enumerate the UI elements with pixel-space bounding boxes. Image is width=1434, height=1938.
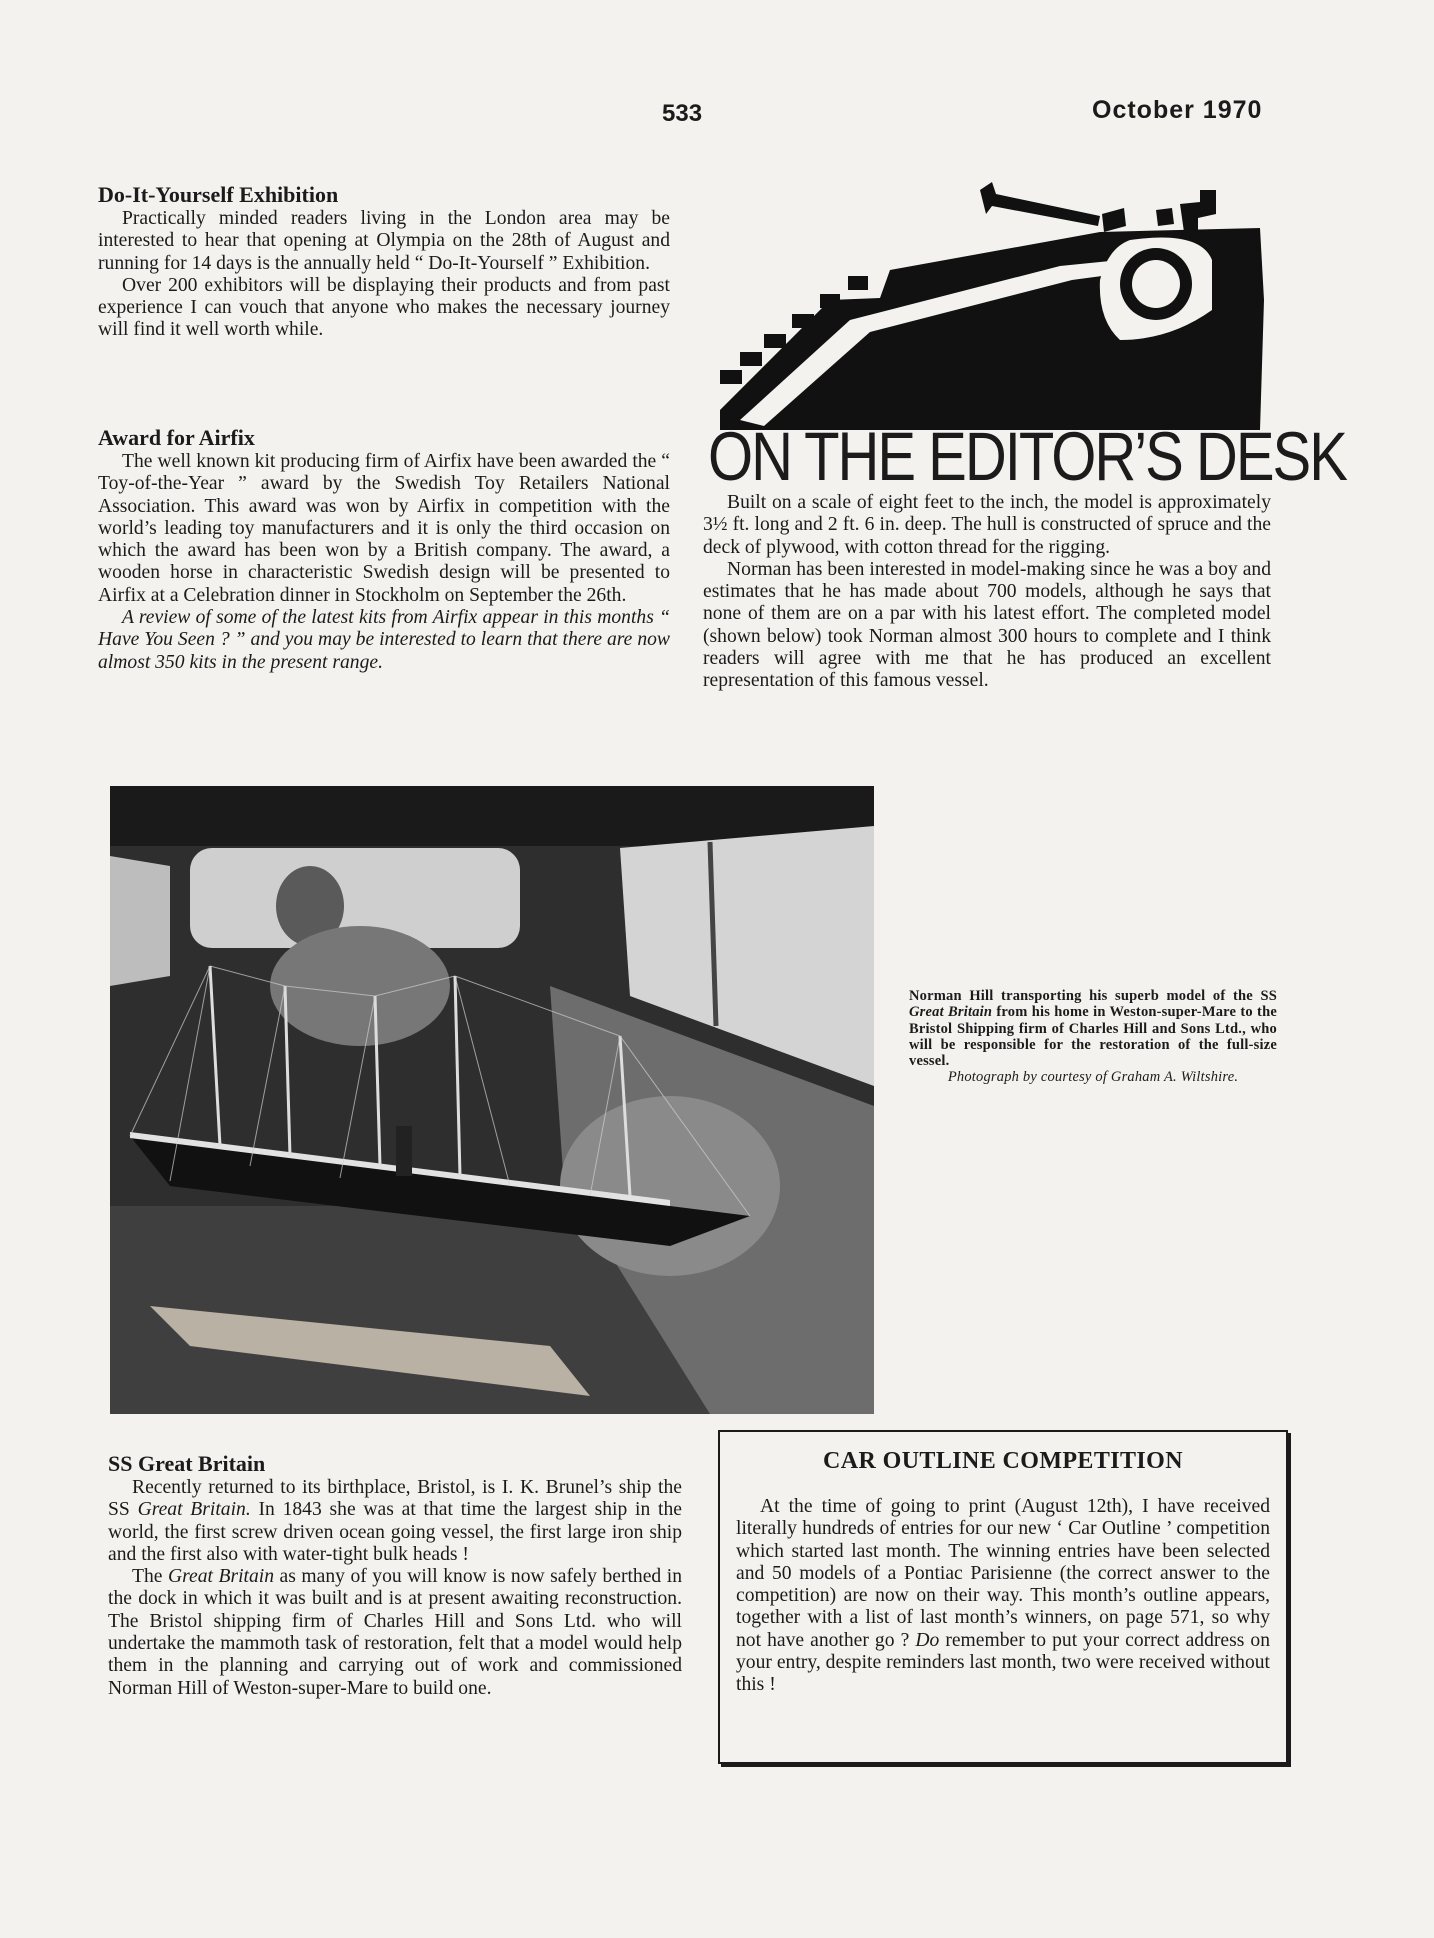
text-part: In 1843 she was at that time the largest ship in the world, the first screw driven ocean going vessel, the first large iron ship and the first also with water-tight bulk heads ! <box>108 1499 682 1565</box>
ship-name: Great Britain <box>168 1566 275 1588</box>
competition-body <box>736 1496 1270 1697</box>
article-paragraph: Built on a scale of eight feet to the inch, the model is approximately 3½ ft. long and 2 ft. 6 in. deep. The hull is constructed of spruce and the deck of plywood, with cotton thread for the rigging. <box>703 492 1271 558</box>
competition-box <box>718 1430 1288 1764</box>
caption-ship-name: Great Britain <box>909 1004 993 1021</box>
article-heading: Do-It-Yourself Exhibition <box>98 182 339 207</box>
page-number: 533 <box>662 100 703 127</box>
article-paragraph: Norman has been interested in model-making since he was a boy and estimates that he has made about 700 models, although he says that none of them are on a par with his latest effort. The completed model (shown below) took Norman almost 300 hours to complete and I think readers will agree with me that he has produced an excellent representation of this famous vessel. <box>703 558 1271 692</box>
text-part: At the time of going to print (August 12th), I have received literally hundreds of entries for our new ‘ Car Outline ’ competition which started last month. The winning entries have been selected and 50 models of a Pontiac Parisienne (the correct answer to the competition) are now on their way. This month’s outline appears, together with a list of last month’s winners, on page 571, so why not have another go ? <box>736 1496 1270 1651</box>
competition-paragraph <box>736 1496 1270 1697</box>
caption-text-part: from his home in Weston-super-Mare to the Bristol Shipping firm of Charles Hill and Sons Ltd., who will be responsible for the restoration of the full-size vessel. <box>909 1004 1277 1070</box>
caption-text-part: Norman Hill transporting his superb model of the SS <box>909 988 1277 1004</box>
text-part: Recently returned to its birthplace, Bristol, is I. K. Brunel’s ship the SS <box>108 1477 682 1521</box>
photo-credit: Photograph by courtesy of Graham A. Wiltshire. <box>947 1069 1239 1086</box>
article-paragraph: Practically minded readers living in the London area may be interested to hear that opening at Olympia on the 28th of August and running for 14 days is the annually held “ Do-It-Yourself ” Exhibition. <box>98 208 670 274</box>
competition-title: CAR OUTLINE COMPETITION <box>823 1448 1183 1474</box>
emphasis: Do <box>915 1629 940 1651</box>
article-model-details <box>703 492 1271 693</box>
article-paragraph: The well known kit producing firm of Airfix have been awarded the “ Toy-of-the-Year ” award by the Swedish Toy Retailers National Association. This award was won by Airfix in competition with the world’s leading toy manufacturers and it is only the third occasion on which the award has been won by a British company. The award, a wooden horse in characteristic Swedish design will be presented to Airfix at a Celebration dinner in Stockholm on September the 26th. <box>98 451 670 606</box>
photo-caption <box>909 988 1277 1086</box>
article-heading: SS Great Britain <box>108 1451 266 1476</box>
ship-name: Great Britain. <box>137 1499 251 1521</box>
article-ss-great-britain <box>108 1451 682 1700</box>
article-diy-exhibition <box>98 182 670 342</box>
text-part: as many of you will know is now safely berthed in the dock in which it was built and is at present awaiting reconstruction. The Bristol shipping firm of Charles Hill and Sons Ltd. who will undertake the mammoth task of restoration, felt that a model would help them in the planning and carrying out of work and commissioned Norman Hill of Weston-super-Mare to build one. <box>108 1566 682 1699</box>
text-part: The <box>132 1566 168 1588</box>
article-paragraph <box>108 1477 682 1566</box>
issue-date: October 1970 <box>1092 96 1263 124</box>
article-paragraph: A review of some of the latest kits from Airfix appear in this months “ Have You Seen ? ” and you may be interested to learn that there are now almost 350 kits in the present range. <box>98 607 670 673</box>
article-paragraph: Over 200 exhibitors will be displaying their products and from past experience I can vouch that anyone who makes the necessary journey will find it well worth while. <box>98 274 670 341</box>
article-paragraph <box>108 1566 682 1700</box>
article-heading: Award for Airfix <box>98 425 255 450</box>
caption-text <box>909 988 1277 1069</box>
article-award-airfix <box>98 425 670 674</box>
text-part: remember to put your correct address on your entry, despite reminders last month, two were received without this ! <box>736 1629 1270 1696</box>
ship-model-photo <box>110 786 874 1414</box>
editors-desk-title: ON THE EDITOR’S DESK <box>708 418 1346 496</box>
